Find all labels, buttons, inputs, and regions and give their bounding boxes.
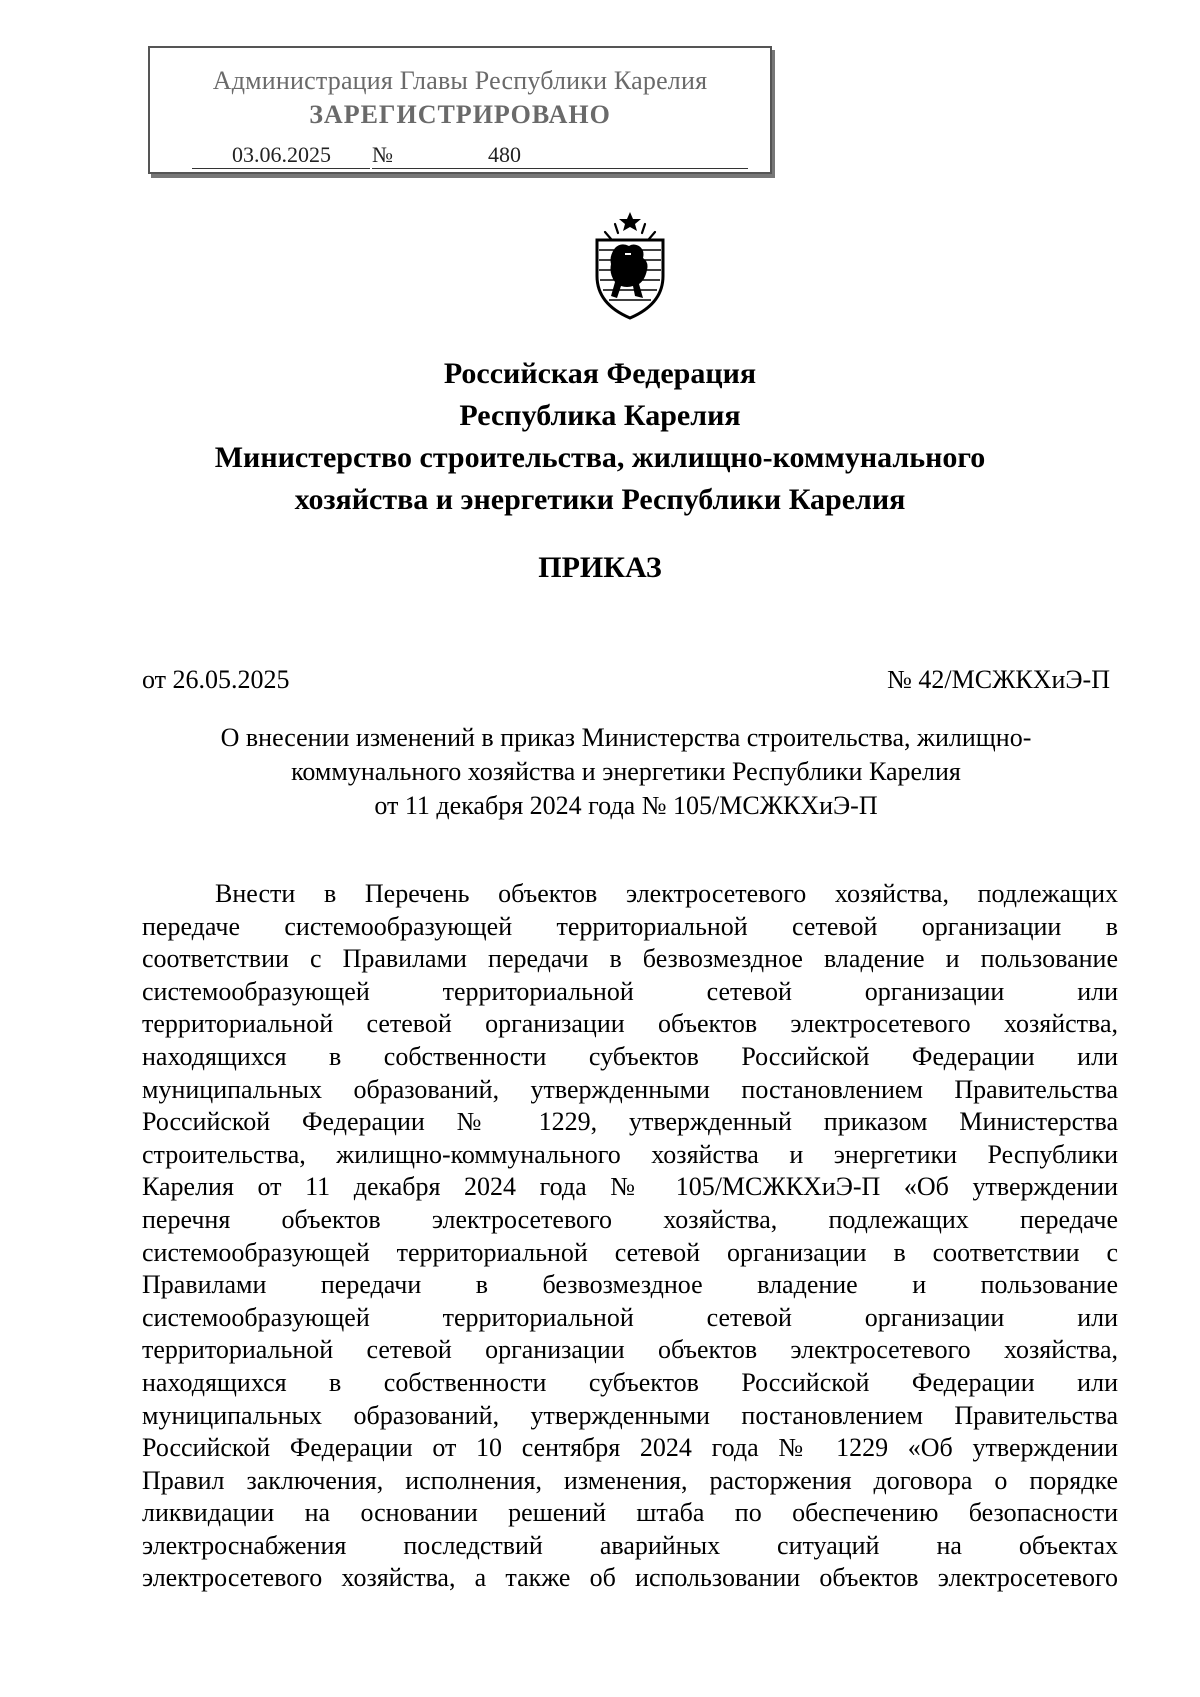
order-body: [142, 878, 1118, 1595]
body-line: Российской Федерации от 10 сентября 2024 года № 1229 «Об утверждении: [142, 1433, 1118, 1463]
body-line: электроснабжения последствий аварийных ситуаций на объектах: [142, 1530, 1118, 1560]
body-line: территориальной сетевой организации объектов электросетевого хозяйства,: [142, 1335, 1118, 1365]
body-line: Правилами передачи в безвозмездное владение и пользование: [142, 1270, 1118, 1300]
subject-line: коммунального хозяйства и энергетики Республики Карелия: [291, 757, 961, 786]
order-date: от 26.05.2025: [142, 665, 290, 694]
body-line: территориальной сетевой организации объектов электросетевого хозяйства,: [142, 1009, 1118, 1039]
heading-ministry-line1: Министерство строительства, жилищно-коммунального: [214, 441, 986, 474]
body-line: находящихся в собственности субъектов Российской Федерации или: [142, 1041, 1118, 1071]
body-line: перечня объектов электросетевого хозяйства, подлежащих передаче: [142, 1204, 1118, 1234]
heading-country: Российская Федерация: [443, 357, 757, 390]
body-line: строительства, жилищно-коммунального хозяйства и энергетики Республики: [142, 1139, 1118, 1169]
body-line: ликвидации на основании решений штаба по обеспечению безопасности: [142, 1498, 1118, 1528]
karelia-emblem-icon: [585, 210, 675, 322]
body-line: системообразующей территориальной сетевой организации или: [142, 1302, 1118, 1332]
order-subject: [142, 721, 1110, 823]
body-line: муниципальных образований, утвержденными постановлением Правительства: [142, 1074, 1118, 1104]
body-line: системообразующей территориальной сетевой организации в соответствии с: [142, 1237, 1118, 1267]
subject-line: от 11 декабря 2024 года № 105/МСЖКХиЭ-П: [374, 791, 878, 820]
body-line: электросетевого хозяйства, а также об использовании объектов электросетевого: [142, 1563, 1118, 1593]
stamp-number: 480: [402, 142, 748, 169]
body-line: Российской Федерации № 1229, утвержденный приказом Министерства: [142, 1107, 1118, 1137]
order-number: № 42/МСЖКХиЭ-П: [887, 665, 1110, 694]
body-line: Карелия от 11 декабря 2024 года № 105/МСЖКХиЭ-П «Об утверждении: [142, 1172, 1118, 1202]
body-line: соответствии с Правилами передачи в безвозмездное владение и пользование: [142, 944, 1118, 974]
subject-line: О внесении изменений в приказ Министерства строительства, жилищно-: [220, 723, 1032, 752]
registration-stamp: [148, 46, 772, 174]
body-line: Правил заключения, исполнения, изменения, расторжения договора о порядке: [142, 1465, 1118, 1495]
heading-republic: Республика Карелия: [459, 399, 741, 432]
body-line: муниципальных образований, утвержденными постановлением Правительства: [142, 1400, 1118, 1430]
stamp-status: ЗАРЕГИСТРИРОВАНО: [309, 100, 611, 129]
stamp-number-sign: №: [372, 142, 402, 169]
heading-ministry-line2: хозяйства и энергетики Республики Карелия: [294, 483, 906, 516]
body-line: системообразующей территориальной сетевой организации или: [142, 976, 1118, 1006]
body-line: находящихся в собственности субъектов Российской Федерации или: [142, 1367, 1118, 1397]
document-type: ПРИКАЗ: [538, 551, 662, 584]
body-line: Внести в Перечень объектов электросетевого хозяйства, подлежащих: [215, 879, 1118, 908]
body-line: передаче системообразующей территориальной сетевой организации в: [142, 911, 1118, 941]
stamp-organization: Администрация Главы Республики Карелия: [212, 66, 708, 95]
stamp-date: 03.06.2025: [192, 142, 370, 169]
